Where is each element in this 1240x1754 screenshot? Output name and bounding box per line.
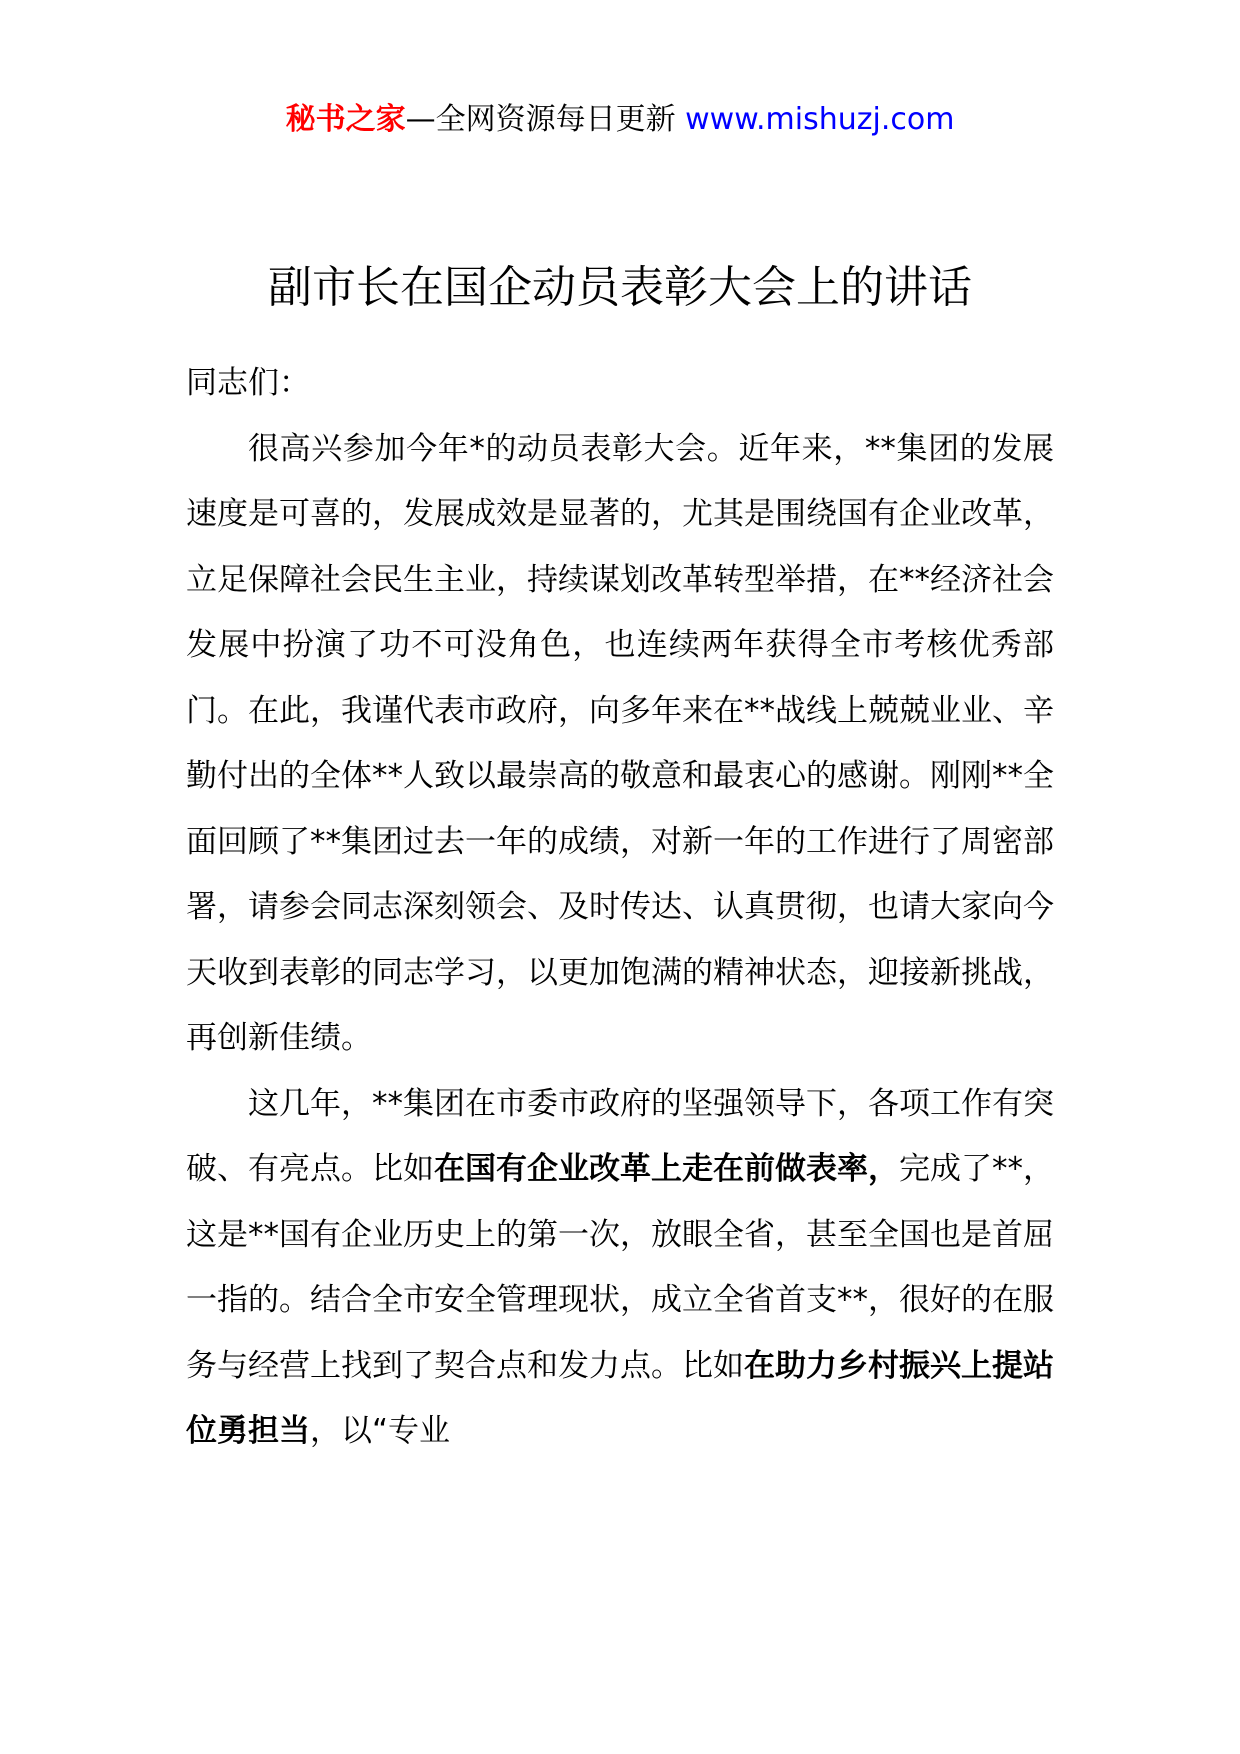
document-body bbox=[186, 351, 1054, 1465]
paragraph-2-text-1: 这几年，**集团在市委市政府的坚强领导下，各项工作有突破、有亮点。比如 bbox=[186, 1085, 1054, 1187]
paragraph-2-text-3: ，以“专业 bbox=[310, 1413, 451, 1449]
paragraph-2 bbox=[186, 1072, 1054, 1465]
document-title: 副市长在国企动员表彰大会上的讲话 bbox=[268, 262, 972, 313]
salutation: 同志们： bbox=[186, 365, 310, 401]
paragraph-2-bold-1: 在国有企业改革上走在前做表率， bbox=[434, 1151, 899, 1187]
paragraph-1: 很高兴参加今年*的动员表彰大会。近年来，**集团的发展速度是可喜的，发展成效是显著的，尤其是围绕国有企业改革，立足保障社会民生主业，持续谋划改革转型举措，在**经济社会发展中扮演了功不可没角色，也连续两年获得全市考核优秀部门。在此，我谨代表市政府，向多年来在**战线上兢兢业业、辛勤付出的全体**人致以最崇高的敬意和最衷心的感谢。刚刚**全面回顾了**集团过去一年的成绩，对新一年的工作进行了周密部署，请参会同志深刻领会、及时传达、认真贯彻，也请大家向今天收到表彰的同志学习，以更加饱满的精神状态，迎接新挑战，再创新佳绩。 bbox=[186, 430, 1054, 1056]
site-header bbox=[0, 98, 1240, 142]
site-brand: 秘书之家 bbox=[285, 102, 406, 137]
paragraph-2-text-2: 完成了**，这是**国有企业历史上的第一次，放眼全省，甚至全国也是首屈一指的。结合全市安全管理现状，成立全省首支**，很好的在服务与经营上找到了契合点和发力点。比如 bbox=[186, 1151, 1054, 1384]
site-url-link[interactable]: www.mishuzj.com bbox=[685, 102, 955, 137]
site-tagline: —全网资源每日更新 bbox=[405, 102, 676, 137]
paragraph-2-bold-2: 在助力乡村振兴上提站位勇担当 bbox=[186, 1347, 1054, 1449]
